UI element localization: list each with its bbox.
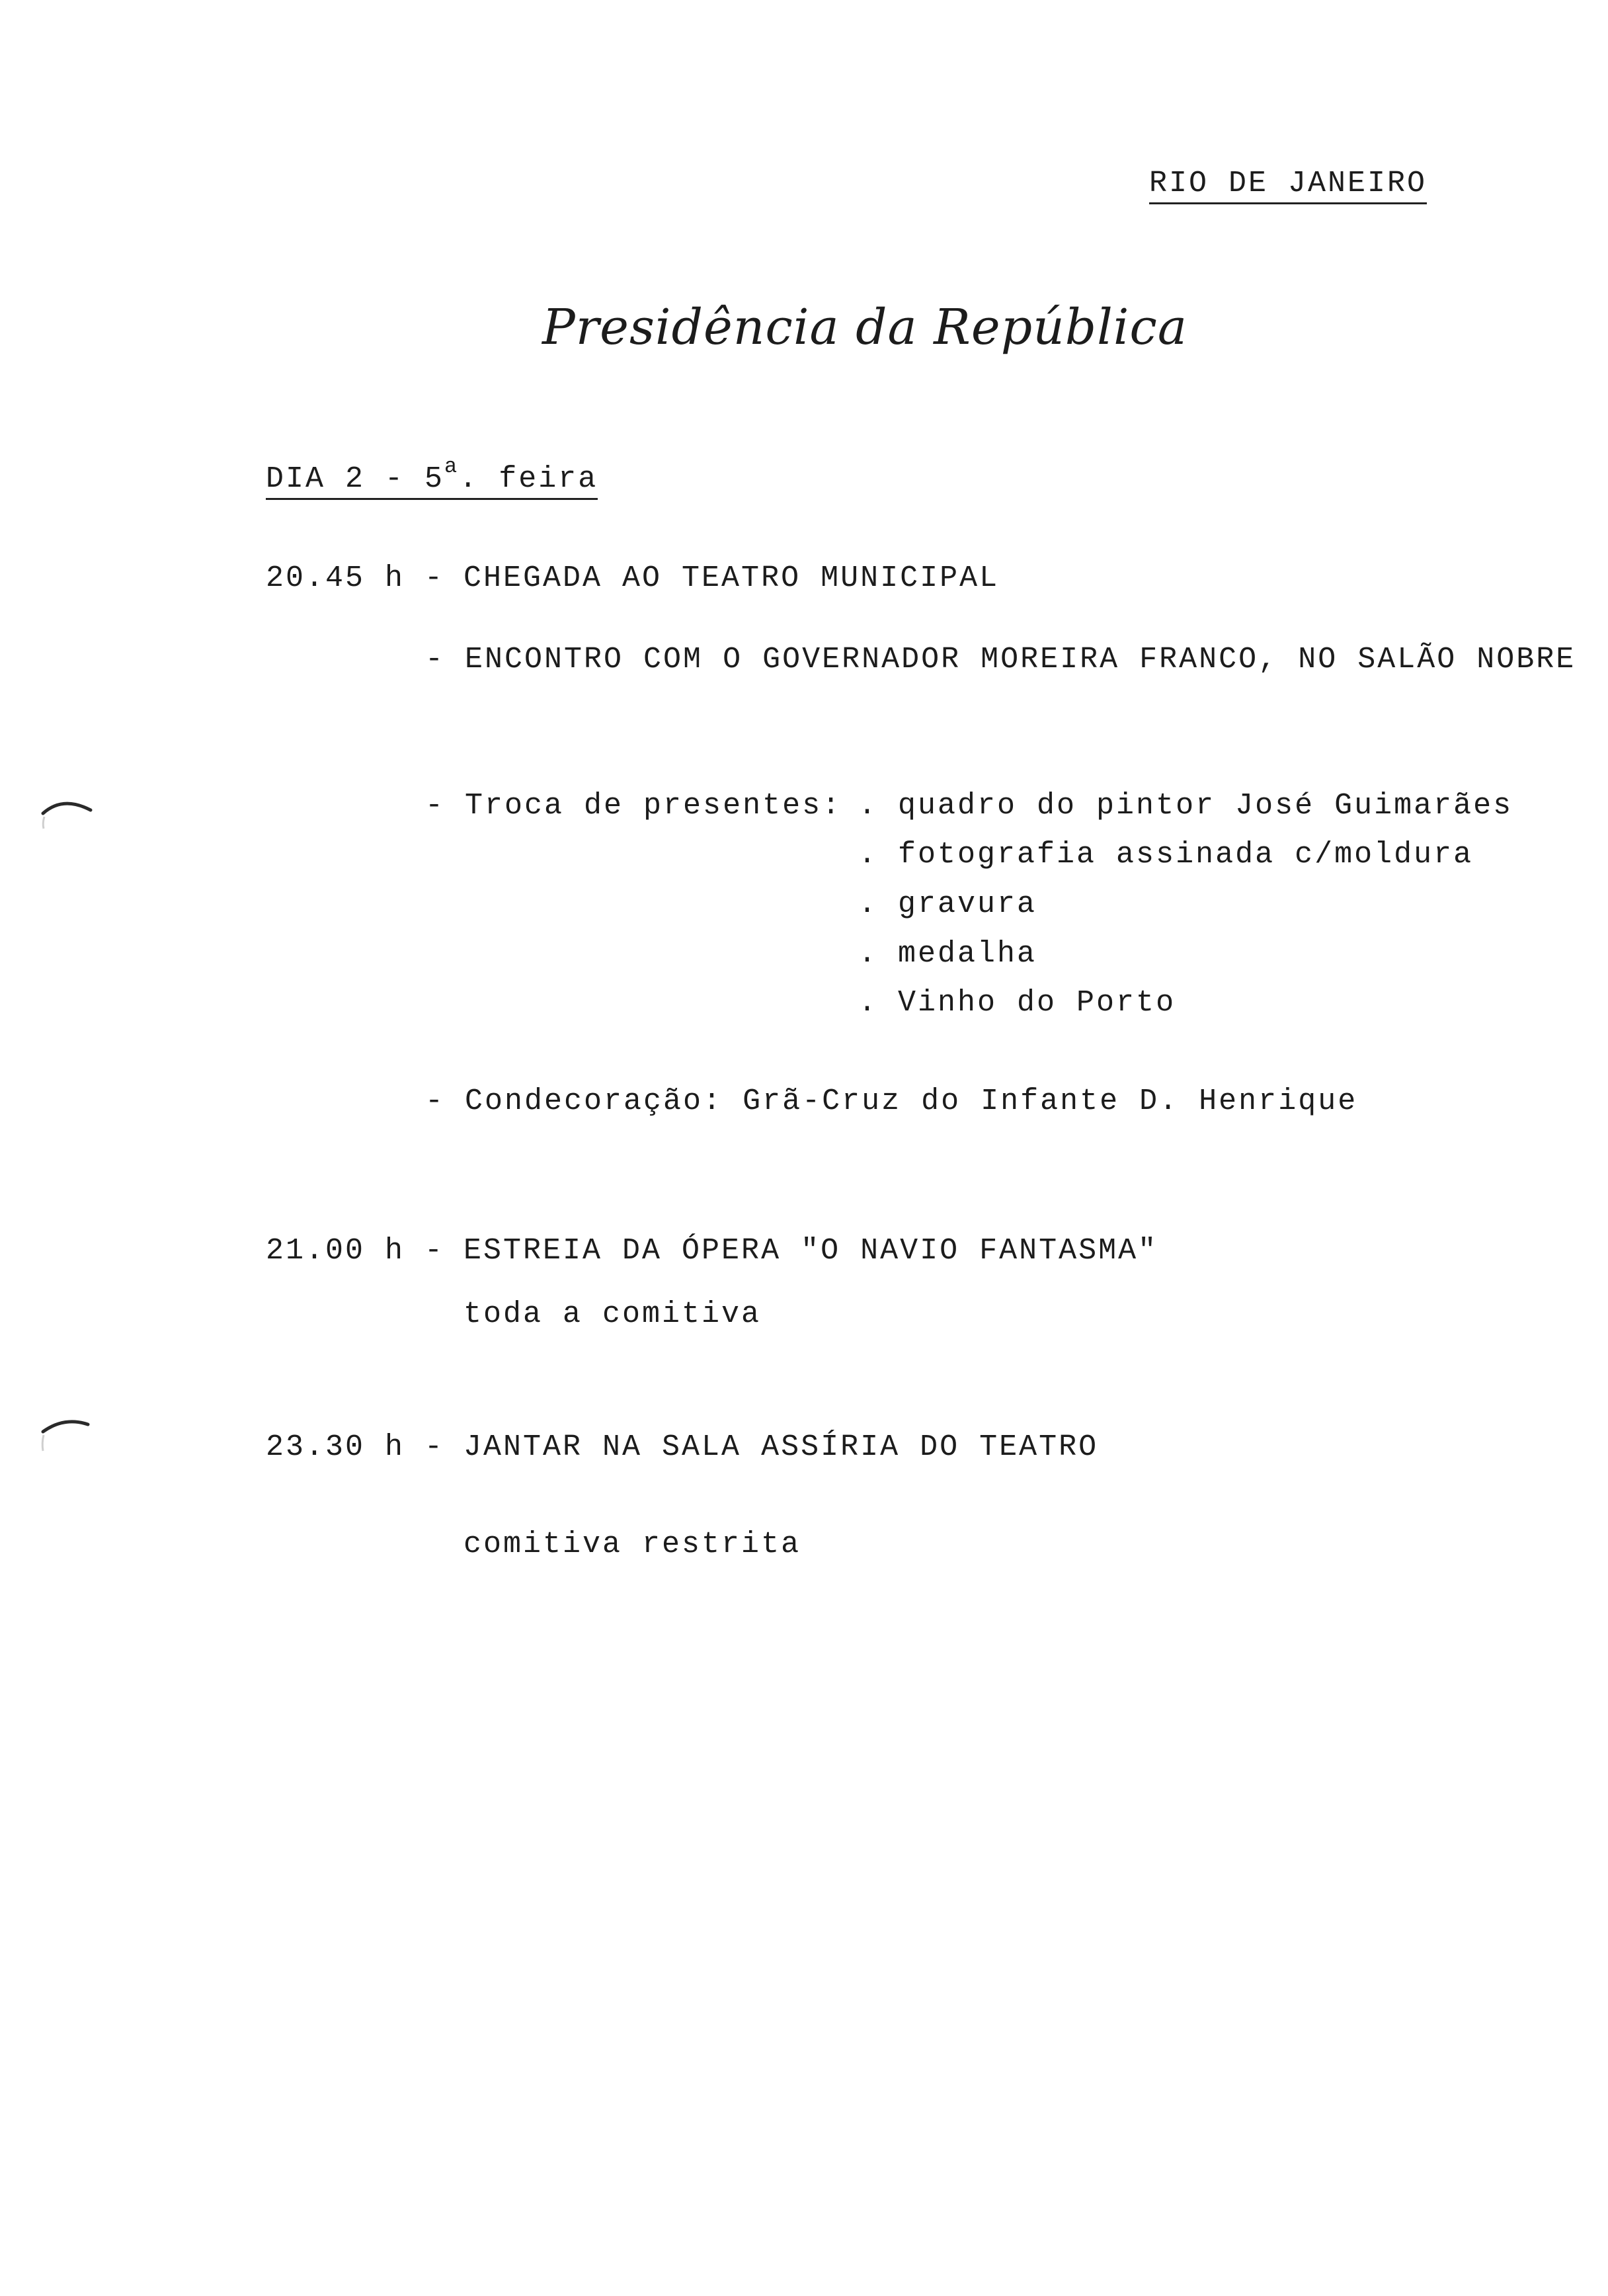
location-heading: RIO DE JANEIRO: [1149, 169, 1427, 204]
punch-hole-mark: [36, 1409, 96, 1455]
letterhead-title: Presidência da República: [542, 299, 1187, 356]
event-title-3: JANTAR NA SALA ASSÍRIA DO TEATRO: [463, 1430, 1099, 1464]
event-time-1: 20.45 h -: [266, 561, 465, 595]
meeting-line: - ENCONTRO COM O GOVERNADOR MOREIRA FRANCO, NO SALÃO NOBRE: [425, 643, 1576, 676]
gift-item: . quadro do pintor José Guimarães: [858, 789, 1513, 823]
event-time-2: 21.00 h -: [266, 1234, 465, 1268]
decoration-line: - Condecoração: Grã-Cruz do Infante D. Henrique: [425, 1085, 1358, 1118]
event-time-3: 23.30 h -: [266, 1430, 465, 1464]
gift-item: . fotografia assinada c/moldura: [858, 838, 1474, 872]
event-note-2: toda a comitiva: [463, 1297, 762, 1331]
gift-item: . Vinho do Porto: [858, 986, 1176, 1020]
day-heading: [266, 454, 598, 500]
gift-item: . medalha: [858, 937, 1037, 971]
day-label: DIA 2 - 5: [266, 462, 445, 496]
punch-hole-mark: [36, 790, 96, 830]
event-title-1: CHEGADA AO TEATRO MUNICIPAL: [463, 561, 1000, 595]
event-note-3: comitiva restrita: [463, 1528, 801, 1561]
day-label-rest: . feira: [459, 462, 598, 496]
gift-item: . gravura: [858, 887, 1037, 921]
gifts-label: - Troca de presentes:: [425, 789, 842, 823]
ordinal-superscript: a: [444, 454, 460, 479]
event-title-2: ESTREIA DA ÓPERA "O NAVIO FANTASMA": [463, 1234, 1158, 1268]
